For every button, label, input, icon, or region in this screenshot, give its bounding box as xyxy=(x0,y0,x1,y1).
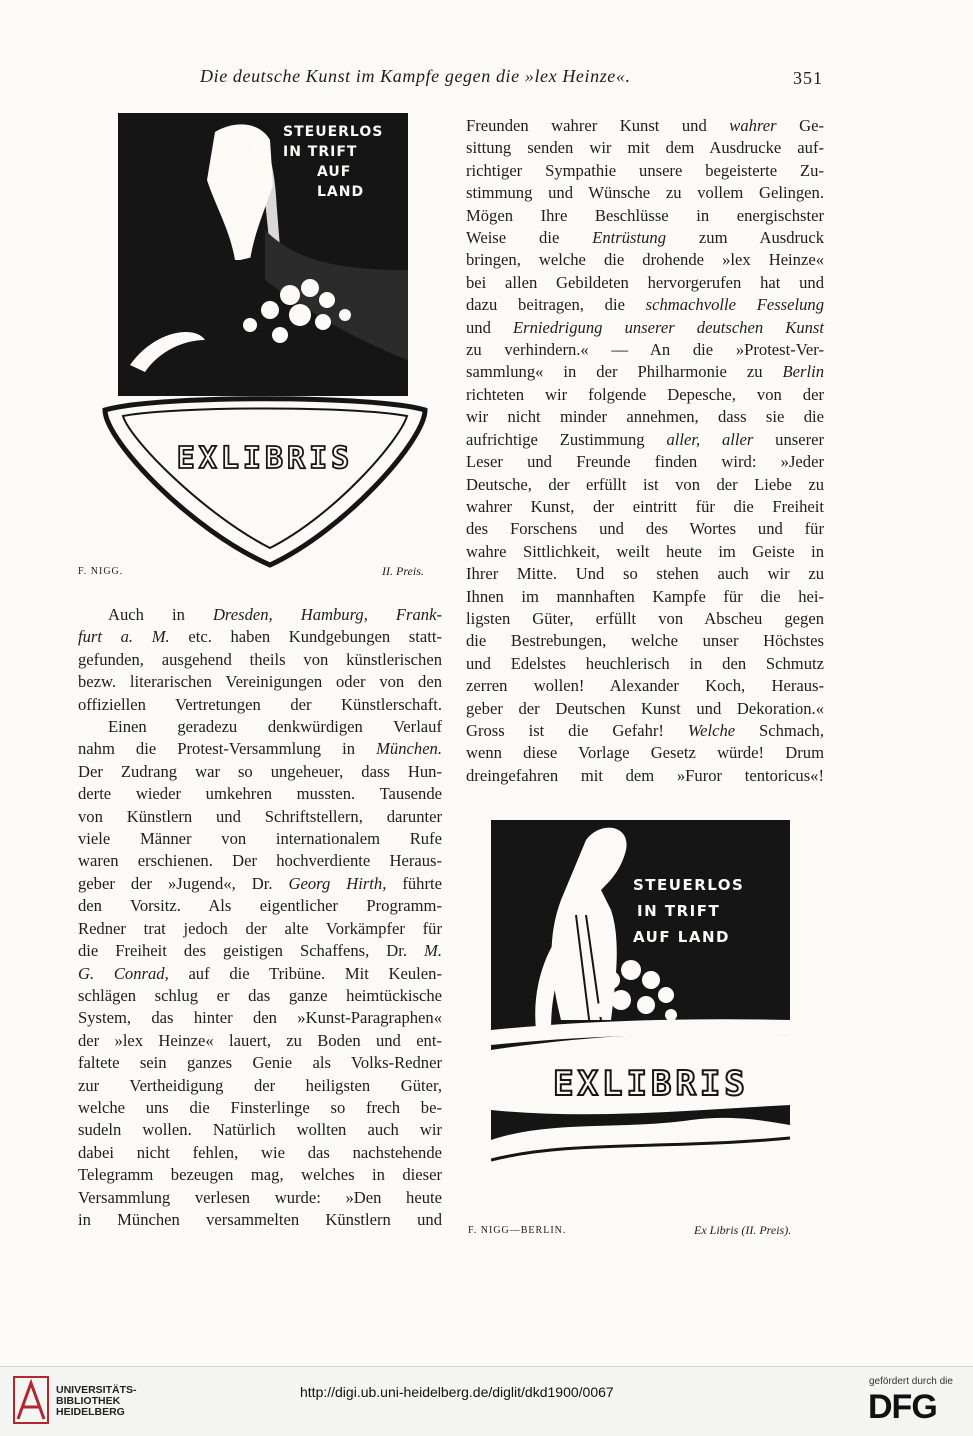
panel-text-line: LAND xyxy=(317,184,365,200)
panel-text-line: STEUERLOS xyxy=(633,876,745,894)
text-line: waren erschienen. Der hochverdiente Heraus- xyxy=(78,851,442,871)
right-column-text xyxy=(466,115,824,787)
text-line: faltete sein ganzes Genie als Volks-Redner xyxy=(78,1053,442,1073)
figure-top-caption-prize: II. Preis. xyxy=(382,564,424,578)
text-line: dreingefahren mit dem »Furor tentoricus«! xyxy=(466,765,824,785)
text-line: geber der Deutschen Kunst und Dekoration.« xyxy=(466,698,824,718)
library-name-line: UNIVERSITÄTS- xyxy=(56,1384,137,1396)
text-line: offiziellen Vertretungen der Künstlerschaft. xyxy=(78,694,442,714)
figure-bottom-caption-artist: F. NIGG—BERLIN. xyxy=(468,1225,567,1236)
exlibris-cartouche xyxy=(105,399,425,565)
text-line: ligsten Güter, erfüllt von Abscheu gegen xyxy=(466,608,824,628)
text-line: wir nicht minder annehmen, dass sie die xyxy=(466,407,824,427)
text-line: bringen, welche die drohende »lex Heinze« xyxy=(466,250,824,270)
library-name xyxy=(56,1385,137,1418)
text-line: schlägen schlug er das ganze heimtückische xyxy=(78,985,442,1005)
funding-label: gefördert durch die xyxy=(869,1376,953,1387)
figure-top-caption-artist: F. NIGG. xyxy=(78,566,124,577)
text-line: sammlung« in der Philharmonie zu Berlin xyxy=(466,362,824,382)
panel-text-line: AUF LAND xyxy=(633,928,730,946)
text-line: geber der »Jugend«, Dr. Georg Hirth, führte xyxy=(78,873,442,893)
text-line: von Künstlern und Schriftstellern, darunter xyxy=(78,806,442,826)
running-title: Die deutsche Kunst im Kampfe gegen die »lex Heinze«. xyxy=(200,66,631,86)
text-line: viele Männer von internationalem Rufe xyxy=(78,829,442,849)
text-line: stimmung und Wünsche zu vollem Gelingen. xyxy=(466,183,824,203)
panel-text-line: STEUERLOS xyxy=(283,124,384,140)
text-line: sittung senden wir mit dem Ausdrucke auf- xyxy=(466,138,824,158)
text-line: zu verhindern.« — An die »Protest-Ver- xyxy=(466,340,824,360)
text-line: zerren wollen! Alexander Koch, Heraus- xyxy=(466,676,824,696)
text-line: bei allen Gebildeten hervorgerufen hat und xyxy=(466,272,824,292)
text-line: dabei nicht fehlen, wie das nachstehende xyxy=(78,1142,442,1162)
exlibris-waves xyxy=(491,1118,790,1204)
text-line: Ihrer Mitte. Und so stehen auch wir zu xyxy=(466,564,824,584)
dfg-logo: DFG xyxy=(868,1388,937,1426)
text-line: Einen geradezu denkwürdigen Verlauf xyxy=(108,717,442,737)
text-line: und Erniedrigung unserer deutschen Kunst xyxy=(466,317,824,337)
text-line: welche uns die Finsterlinge so frech be- xyxy=(78,1097,442,1117)
banner-text: EXLIBRIS xyxy=(553,1064,749,1104)
text-line: wenn diese Vorlage Gesetz würde! Drum xyxy=(466,743,824,763)
text-line: die Bestrebungen, welche unser Höchstes xyxy=(466,631,824,651)
text-line: der »lex Heinze« lauert, zu Boden und ent- xyxy=(78,1030,442,1050)
figure-bottom-caption-title: Ex Libris (II. Preis). xyxy=(694,1223,792,1237)
text-line: Mögen Ihre Beschlüsse in energischster xyxy=(466,205,824,225)
text-line: zur Vertheidigung der heiligsten Güter, xyxy=(78,1075,442,1095)
exlibris-figure-top xyxy=(95,110,435,575)
text-line: in München versammelten Künstlern und xyxy=(78,1209,442,1229)
left-column-text xyxy=(78,604,442,1231)
text-line: Ihnen im mannhaften Kampfe für die hei- xyxy=(466,586,824,606)
panel-text-line: IN TRIFT xyxy=(283,144,358,160)
text-line: Weise die Entrüstung zum Ausdruck xyxy=(466,228,824,248)
text-line: Freunden wahrer Kunst und wahrer Ge- xyxy=(466,116,824,135)
text-line: Leser und Freunde finden wird: »Jeder xyxy=(466,452,824,472)
text-line: aufrichtige Zustimmung aller, aller unserer xyxy=(466,429,825,449)
text-line: den Vorsitz. Als eigentlicher Programm- xyxy=(78,896,442,916)
text-line: richteten wir folgende Depesche, von der xyxy=(466,384,824,404)
digitization-footer xyxy=(0,1366,973,1436)
text-line: G. Conrad, auf die Tribüne. Mit Keulen- xyxy=(78,963,442,983)
text-line: Telegramm bezeugen mag, welches in dieser xyxy=(78,1165,442,1185)
text-line: bezw. literarischen Vereinigungen oder von den xyxy=(78,672,442,692)
text-line: dazu beitragen, die schmachvolle Fesselung xyxy=(466,295,824,315)
text-line: richtiger Sympathie unsere begeisterte Zu- xyxy=(466,160,824,180)
text-line: die Freiheit des geistigen Schaffens, Dr. M. xyxy=(78,941,442,961)
page-number: 351 xyxy=(793,68,823,88)
text-line: des Forschens und des Wortes und für xyxy=(466,519,824,539)
text-line: Redner trat jedoch der alte Vorkämpfer für xyxy=(78,918,442,938)
panel-text-line: AUF xyxy=(317,164,352,180)
university-seal-icon xyxy=(12,1375,50,1425)
text-line: gefunden, ausgehend theils von künstlerischen xyxy=(78,649,442,669)
text-line: Versammlung verlesen wurde: »Den heute xyxy=(78,1187,442,1207)
text-line: wahre Sittlichkeit, weilt heute im Geiste in xyxy=(466,541,824,561)
panel-text-line: IN TRIFT xyxy=(637,902,721,920)
text-line: furt a. M. etc. haben Kundgebungen statt- xyxy=(78,627,442,647)
text-line: sudeln wollen. Natürlich wollten auch wir xyxy=(78,1120,442,1140)
text-line: Gross ist die Gefahr! Welche Schmach, xyxy=(466,720,825,740)
exlibris-figure-bottom xyxy=(491,820,791,1210)
source-url-link[interactable]: http://digi.ub.uni-heidelberg.de/diglit/dkd1900/0067 xyxy=(300,1384,614,1400)
text-line: Deutsche, der erfüllt ist von der Liebe zu xyxy=(466,474,824,494)
text-line: Der Zudrang war so ungeheuer, dass Hun- xyxy=(78,761,442,781)
library-name-line: HEIDELBERG xyxy=(56,1406,125,1418)
text-line: und Edelstes heuchlerisch in den Schmutz xyxy=(466,653,824,673)
text-line: Auch in Dresden, Hamburg, Frank- xyxy=(108,605,442,624)
text-line: nahm die Protest-Versammlung in München. xyxy=(78,739,442,759)
text-line: System, das hinter den »Kunst-Paragraphen« xyxy=(78,1008,442,1028)
text-line: derte wieder umkehren mussten. Tausende xyxy=(78,784,442,804)
cartouche-text: EXLIBRIS xyxy=(176,441,354,476)
text-line: wahrer Kunst, der eintritt für die Freiheit xyxy=(466,496,824,516)
library-name-line: BIBLIOTHEK xyxy=(56,1395,121,1407)
